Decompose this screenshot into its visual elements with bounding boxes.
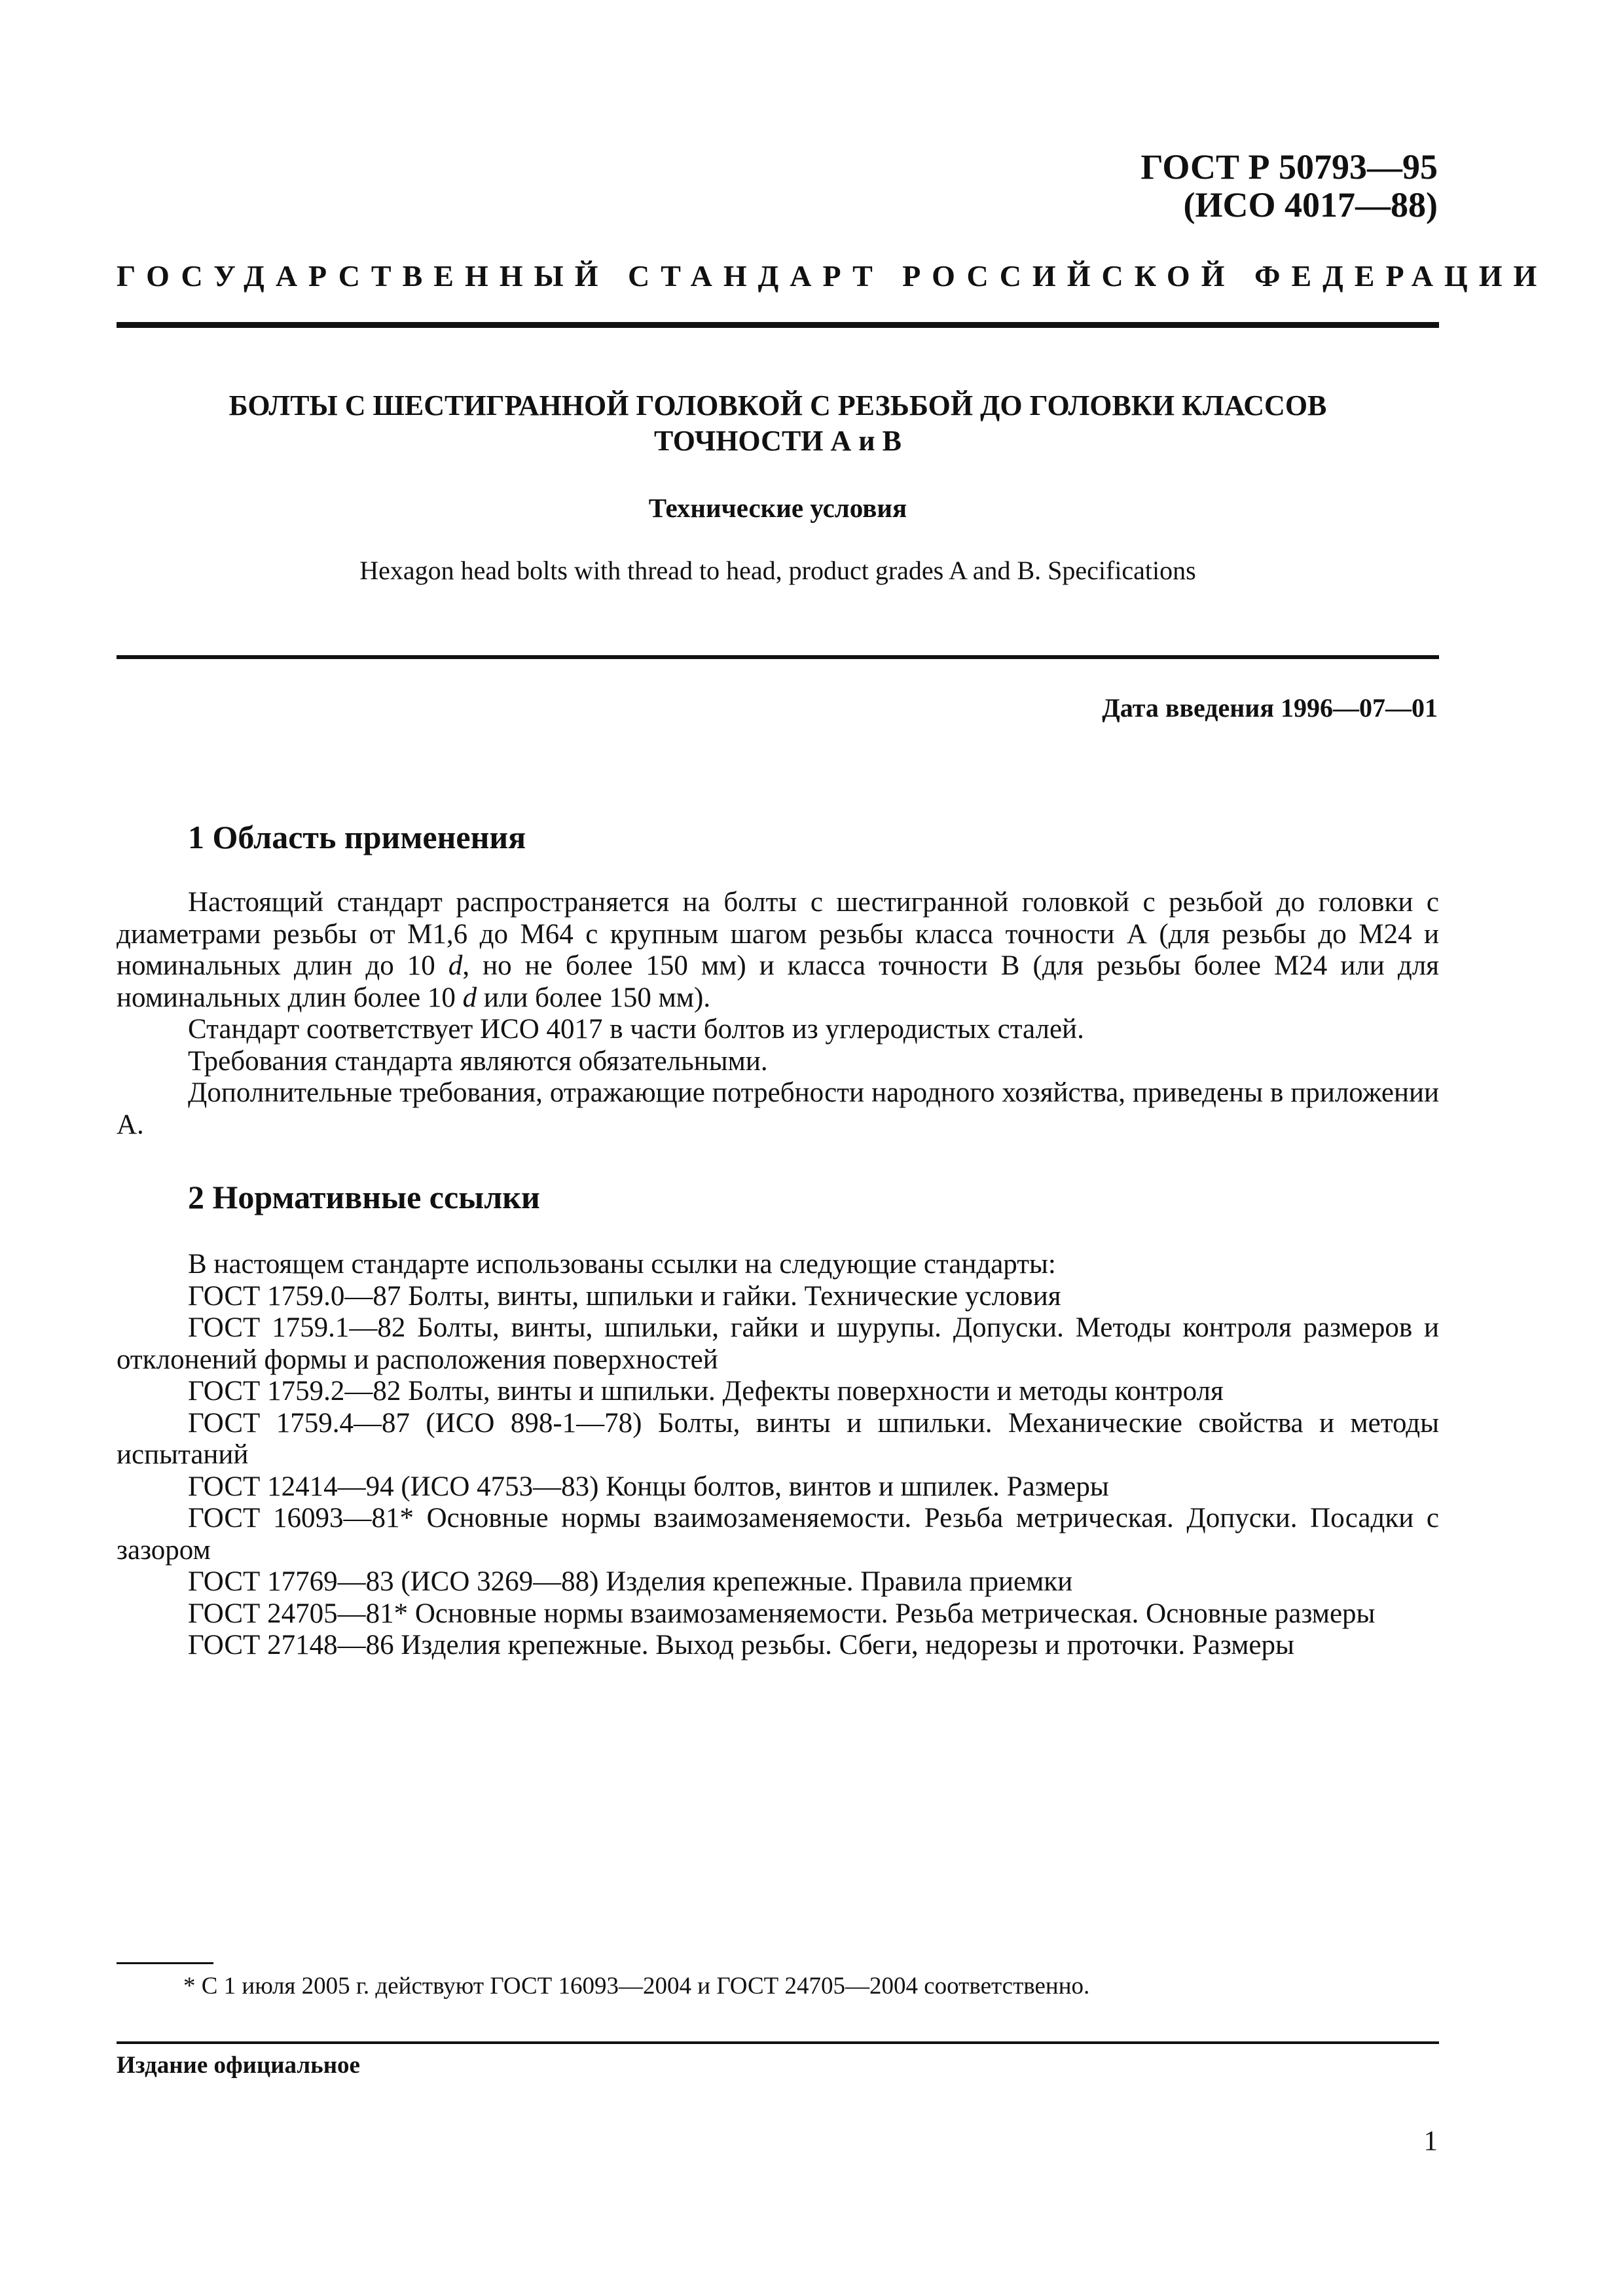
document-title: БОЛТЫ С ШЕСТИГРАННОЙ ГОЛОВКОЙ С РЕЗЬБОЙ ДО ГОЛОВКИ КЛАССОВ ТОЧНОСТИ А и В — [228, 389, 1327, 457]
reference-item: ГОСТ 1759.4—87 (ИСО 898-1—78) Болты, винты и шпильки. Механические свойства и методы испытаний — [117, 1407, 1439, 1470]
paragraph — [117, 887, 1439, 1014]
reference-item: ГОСТ 1759.0—87 Болты, винты, шпильки и гайки. Технические условия — [188, 1280, 1061, 1312]
reference-item: ГОСТ 24705—81* Основные нормы взаимозаменяемости. Резьба метрическая. Основные размеры — [188, 1598, 1376, 1629]
document-subtitle: Технические условия — [648, 493, 907, 523]
section-heading-references: 2 Нормативные ссылки — [188, 1179, 540, 1215]
scope-text — [117, 887, 1439, 1141]
text-run: Настоящий стандарт распространяется на болты с шестигранной головкой с резьбой до головки с диаметрами резьбы от М1,6 до М64 с крупным шагом резьбы класса точности А (для резьбы до М24 и номинальных длин до 10 — [117, 887, 1439, 981]
reference-item: ГОСТ 27148—86 Изделия крепежные. Выход резьбы. Сбеги, недорезы и проточки. Размеры — [188, 1630, 1294, 1660]
reference-item: ГОСТ 1759.2—82 Болты, винты и шпильки. Дефекты поверхности и методы контроля — [188, 1376, 1224, 1407]
reference-item: ГОСТ 1759.1—82 Болты, винты, шпильки, гайки и шурупы. Допуски. Методы контроля размеров и отклонений формы и расположения поверхностей — [117, 1312, 1439, 1375]
title-rule — [117, 655, 1439, 659]
edition-label: Издание официальное — [117, 2052, 360, 2079]
english-title: Hexagon head bolts with thread to head, product grades A and B. Specifications — [359, 556, 1196, 585]
top-rule — [117, 322, 1439, 328]
text-run: , но не более 150 мм) и класса точности В (для резьбы более М24 или для номинальных длин более 10 — [117, 950, 1439, 1013]
page-number: 1 — [1423, 2126, 1438, 2157]
variable-d: d — [462, 982, 477, 1013]
footnote-separator — [117, 1962, 213, 1964]
bottom-rule — [117, 2041, 1439, 2044]
footnote: * С 1 июля 2005 г. действуют ГОСТ 16093—2004 и ГОСТ 24705—2004 соответственно. — [183, 1973, 1090, 2000]
reference-item: ГОСТ 17769—83 (ИСО 3269—88) Изделия крепежные. Правила приемки — [188, 1566, 1073, 1597]
paragraph: Стандарт соответствует ИСО 4017 в части болтов из углеродистых сталей. — [188, 1014, 1084, 1045]
paragraph: Дополнительные требования, отражающие потребности народного хозяйства, приведены в приложении А. — [117, 1077, 1439, 1140]
state-standard-heading: ГОСУДАРСТВЕННЫЙ СТАНДАРТ РОССИЙСКОЙ ФЕДЕРАЦИИ — [117, 259, 1548, 293]
variable-d: d — [448, 950, 463, 981]
text-run: или более 150 мм). — [477, 982, 711, 1013]
introduction-date: Дата введения 1996—07—01 — [1102, 693, 1438, 723]
gost-number: ГОСТ Р 50793—95 (ИСО 4017—88) — [1140, 147, 1438, 224]
reference-item: ГОСТ 16093—81* Основные нормы взаимозаменяемости. Резьба метрическая. Допуски. Посадки с зазором — [117, 1503, 1439, 1566]
paragraph: Требования стандарта являются обязательными. — [188, 1045, 768, 1077]
reference-item: ГОСТ 12414—94 (ИСО 4753—83) Концы болтов, винтов и шпилек. Размеры — [188, 1471, 1109, 1502]
paragraph: В настоящем стандарте использованы ссылки на следующие стандарты: — [188, 1249, 1056, 1280]
section-heading-scope: 1 Область применения — [188, 819, 526, 855]
references-text — [117, 1249, 1439, 1662]
